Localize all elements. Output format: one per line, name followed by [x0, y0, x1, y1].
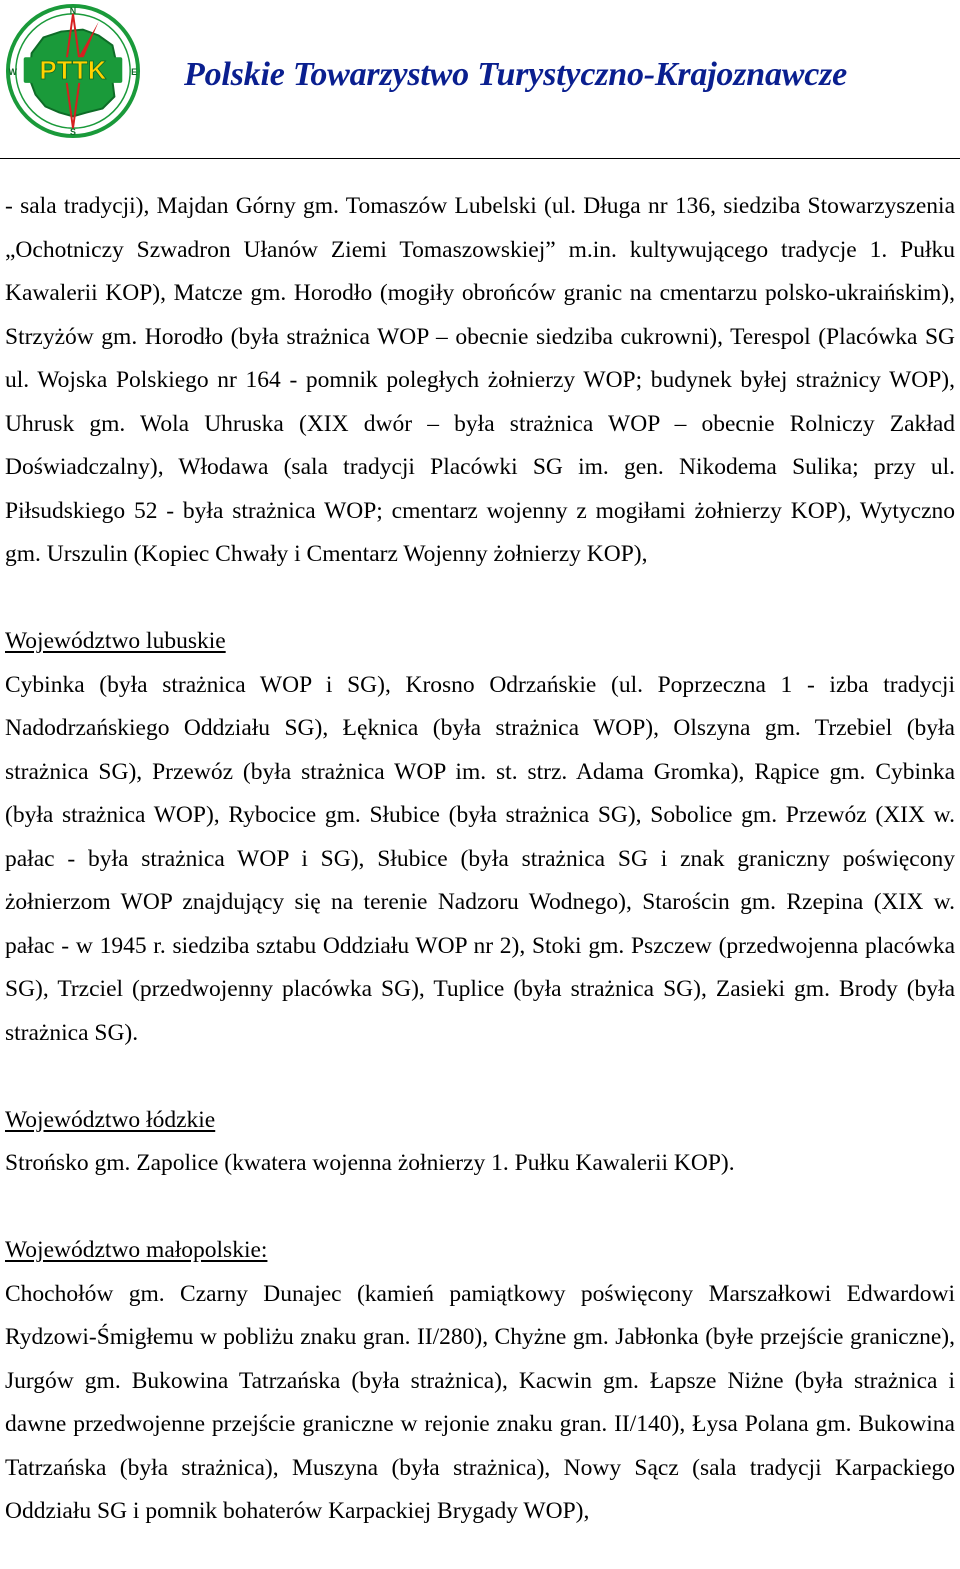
- section-heading-lubuskie: Województwo lubuskie: [5, 628, 226, 654]
- header-divider: [0, 158, 960, 159]
- organization-name: Polskie Towarzystwo Turystyczno-Krajoznawcze: [184, 56, 848, 93]
- section-heading-lodzkie: Województwo łódzkie: [5, 1106, 216, 1133]
- page-header: [0, 0, 960, 160]
- section-spacer: [5, 577, 955, 621]
- section-spacer: [5, 1186, 955, 1230]
- compass-s: S: [70, 127, 76, 138]
- section-heading-malopolskie: Województwo małopolskie:: [5, 1237, 268, 1263]
- section-body-lubuskie: Cybinka (była strażnica WOP i SG), Krosno Odrzańskie (ul. Poprzeczna 1 - izba tradycji Nadodrzańskiego Oddziału SG), Łęknica (była strażnica WOP), Olszyna gm. Trzebiel (była strażnica SG), Przewóz (była strażnica WOP im. st. strz. Adama Gromka), Rąpice gm. Cybinka (była strażnica WOP), Rybocice gm. Słubice (była strażnica SG), Sobolice gm. Przewóz (XIX w. pałac - była strażnica WOP i SG), Słubice (była strażnica SG i znak graniczny poświęcony żołnierzom WOP znajdujący się na terenie Nadzoru Wodnego), Starościn gm. Rzepina (XIX w. pałac - w 1945 r. siedziba sztabu Oddziału WOP nr 2), Stoki gm. Pszczew (przedwojenna placówka SG), Trzciel (przedwojenny placówka SG), Tuplice (była strażnica SG), Zasieki gm. Brody (była strażnica SG).: [5, 671, 955, 1046]
- compass-e: E: [131, 66, 138, 77]
- logo-text: PTTK: [39, 56, 107, 85]
- compass-w: W: [8, 66, 18, 77]
- document-body: [5, 185, 955, 1534]
- pttk-logo-icon: [4, 2, 142, 140]
- section-body-lodzkie: Strońsko gm. Zapolice (kwatera wojenna żołnierzy 1. Pułku Kawalerii KOP).: [5, 1150, 735, 1176]
- section-spacer: [5, 1055, 955, 1099]
- compass-n: N: [69, 5, 77, 16]
- intro-paragraph: - sala tradycji), Majdan Górny gm. Tomaszów Lubelski (ul. Długa nr 136, siedziba Stowarzyszenia „Ochotniczy Szwadron Ułanów Ziemi Tomaszowskiej” m.in. kultywującego tradycje 1. Pułku Kawalerii KOP), Matcze gm. Horodło (mogiły obrońców granic na cmentarzu polsko-ukraińskim), Strzyżów gm. Horodło (była strażnica WOP – obecnie siedziba cukrowni), Terespol (Placówka SG ul. Wojska Polskiego nr 164 - pomnik poległych żołnierzy WOP; budynek byłej strażnicy WOP), Uhrusk gm. Wola Uhruska (XIX dwór – była strażnica WOP – obecnie Rolniczy Zakład Doświadczalny), Włodawa (sala tradycji Placówki SG im. gen. Nikodema Sulika; przy ul. Piłsudskiego 52 - była strażnica WOP; cmentarz wojenny z mogiłami żołnierzy KOP), Wytyczno gm. Urszulin (Kopiec Chwały i Cmentarz Wojenny żołnierzy KOP),: [5, 193, 955, 567]
- section-body-malopolskie: Chochołów gm. Czarny Dunajec (kamień pamiątkowy poświęcony Marszałkowi Edwardowi Rydzowi-Śmigłemu w pobliżu znaku gran. II/280), Chyżne gm. Jabłonka (byłe przejście graniczne), Jurgów gm. Bukowina Tatrzańska (była strażnica), Kacwin gm. Łapsze Niżne (była strażnica i dawne przedwojenne przejście graniczne w rejonie znaku gran. II/140), Łysa Polana gm. Bukowina Tatrzańska (była strażnica), Muszyna (była strażnica), Nowy Sącz (sala tradycji Karpackiego Oddziału SG i pomnik bohaterów Karpackiej Brygady WOP),: [5, 1280, 955, 1524]
